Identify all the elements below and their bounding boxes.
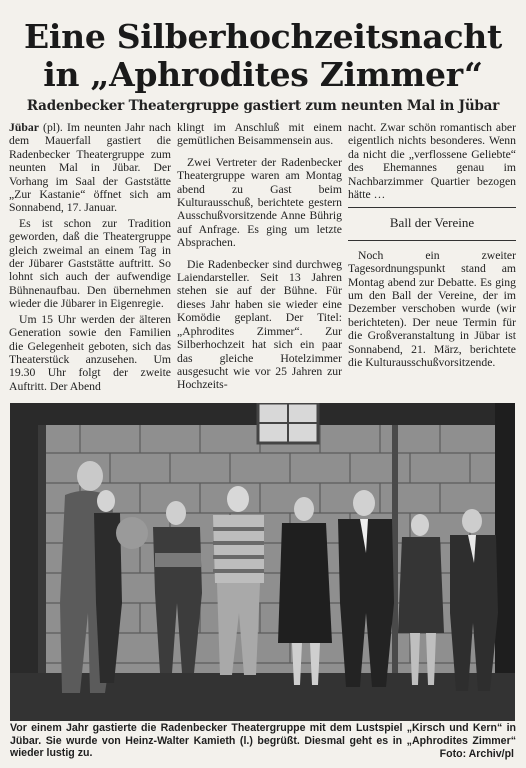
- divider: [348, 207, 516, 208]
- stage-photo: [10, 403, 515, 721]
- paragraph: Zwei Vertreter der Radenbecker Theatergruppe waren am Montag abend zu Gast beim Kulturausschuß, berichtete gestern Ausschußvorsitzende Anne Bührig auf Anfrage. Es ging um letzte Absprachen.: [177, 155, 342, 250]
- paragraph: Um 15 Uhr werden der älteren Generation sowie den Familien die Gelegenheit geboten, sich das Theaterstück anzusehen. Um 19.30 Uhr folgt der zweite Auftritt. Der Abend: [9, 312, 171, 393]
- photo-credit: Foto: Archiv/pl: [439, 748, 514, 760]
- paragraph: klingt im Anschluß mit einem gemütlichen Beisammensein aus.: [177, 121, 342, 148]
- article-column-1: [9, 121, 171, 395]
- subheadline: Radenbecker Theatergruppe gastiert zum neunten Mal in Jübar: [26, 98, 500, 114]
- paragraph-text: (pl). Im neunten Jahr nach dem Mauerfall gastiert die Radenbecker Theatergruppe zum neunten Mal in Jübar. Der Vorhang im Saal der Gaststätte „Zur Kastanie“ öffnet sich am Sonnabend, 17. Januar.: [9, 121, 171, 215]
- paragraph: [9, 121, 171, 215]
- article-column-3: [348, 121, 516, 372]
- paragraph: Es ist schon zur Tradition geworden, daß die Theatergruppe gleich zweimal an einem Tag in der Jübarer Gaststätte auftritt. So lohnt sich auch der aufwendige Bühnenaufbau. Den übernehmen wieder die Jübarer in Eigenregie.: [9, 216, 171, 311]
- headline-line-1: Eine Silberhochzeitsnacht: [24, 17, 502, 56]
- paragraph: nacht. Zwar schön romantisch aber eigentlich nichts besonderes. Wenn da nicht die „verflossene Geliebte“ des Ehemannes genau im Nachbarzimmer Quartier bezogen hätte …: [348, 121, 516, 202]
- dateline: Jübar: [9, 121, 39, 134]
- divider: [348, 240, 516, 241]
- paragraph: Die Radenbecker sind durchweg Laiendarsteller. Seit 13 Jahren stehen sie auf der Bühne. Für dieses Jahr haben sie wieder eine Komödie geplant. Der Titel: „Aphrodites Zimmer“. Zur Silberhochzeit hat sich ein paar das gleiche Hotelzimmer ausgesucht wie vor 25 Jahren zur Hochzeits-: [177, 257, 342, 392]
- article-column-2: [177, 121, 342, 394]
- headline: [0, 18, 526, 94]
- headline-line-2: in „Aphrodites Zimmer“: [43, 55, 483, 94]
- section-title: Ball der Vereine: [389, 215, 475, 231]
- photo-caption: Vor einem Jahr gastierte die Radenbecker Theatergruppe mit dem Lustspiel „Kirsch und Kern“ in Jübar. Sie wurde von Heinz-Walter Kamieth (l.) begrüßt. Diesmal geht es in „Aphrodites Zimmer“ wieder lustig zu.: [10, 722, 516, 760]
- paragraph: Noch ein zweiter Tagesordnungspunkt stand am Montag abend zur Debatte. Es ging um den Ball der Vereine, der im Dezember verschoben wurde (wir berichteten). Der neue Termin für die Großveranstaltung in Jübar ist Sonnabend, 21. März, berichtete die Kulturausschußvorsitzende.: [348, 248, 516, 370]
